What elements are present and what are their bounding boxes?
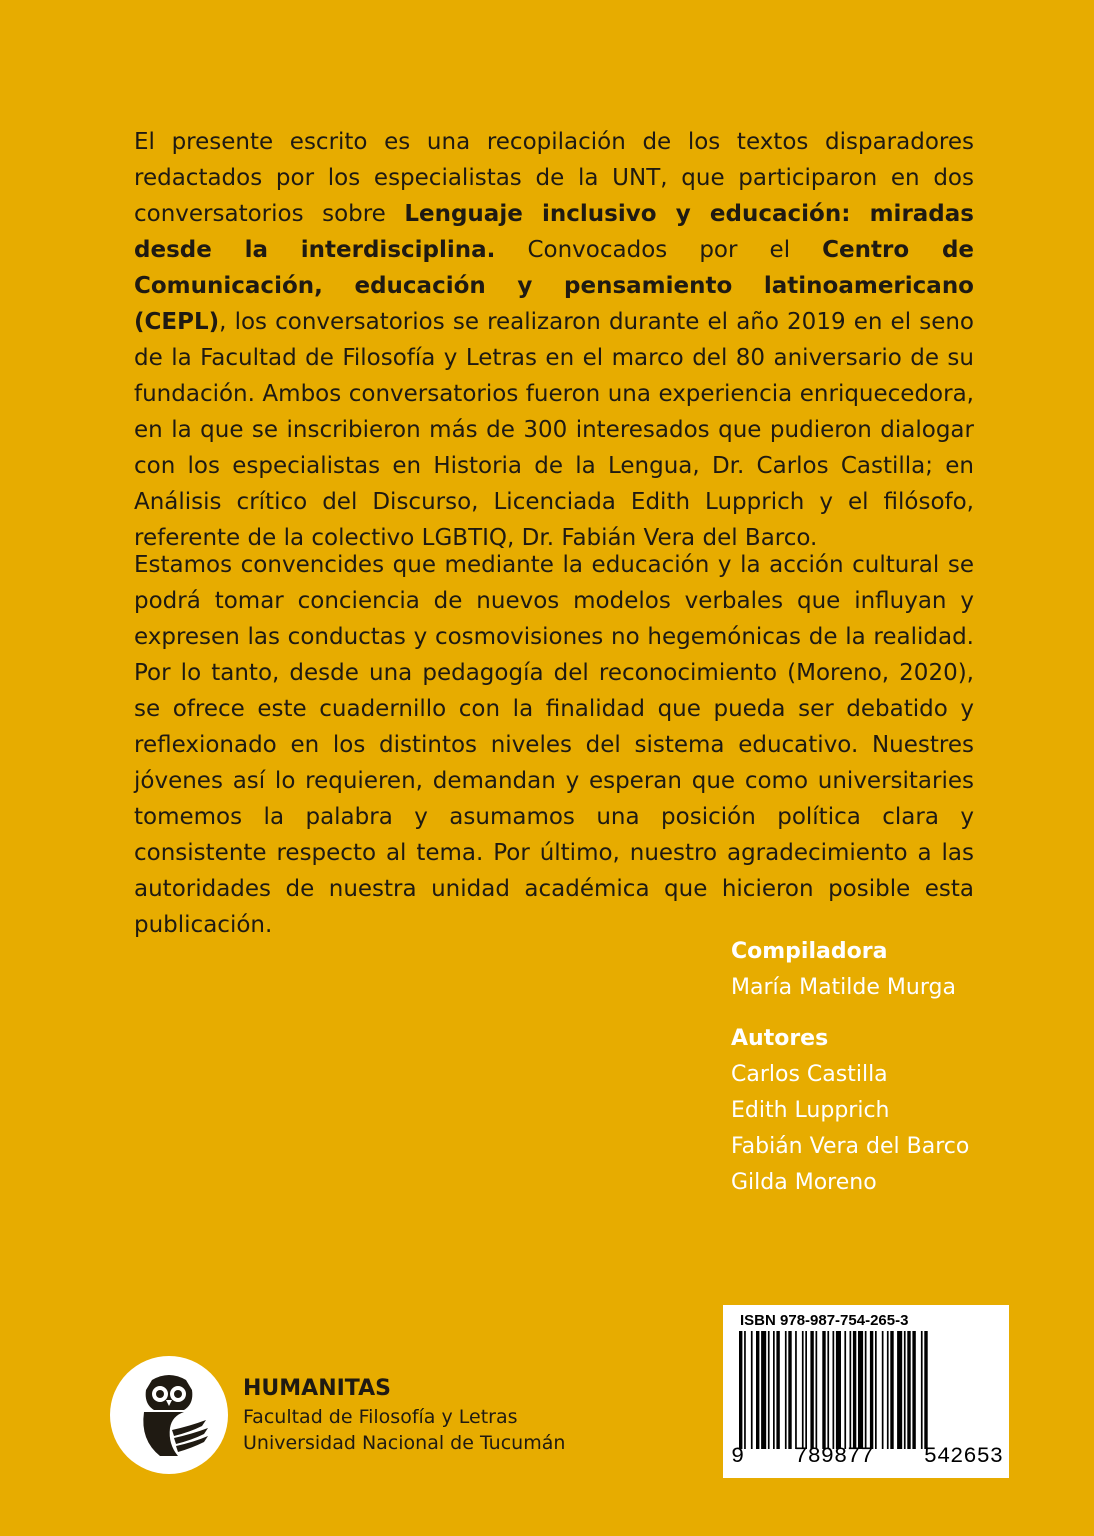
author-name: Edith Lupprich <box>731 1098 890 1123</box>
center-name: Centro de Comunicación, educación y pensamiento latinoamericano (CEPL) <box>134 237 975 335</box>
second-paragraph <box>134 547 974 943</box>
university-name: Universidad Nacional de Tucumán <box>243 1432 566 1454</box>
author-name: Gilda Moreno <box>731 1170 877 1195</box>
second-paragraph-text: Estamos convencides que mediante la educación y la acción cultural se podrá tomar conciencia de nuevos modelos verbales que influyan y expresen las conductas y cosmovisiones no hegemónicas de la realidad. Por lo tanto, desde una pedagogía del reconocimiento (Moreno, 2020), se ofrece este cuadernillo con la finalidad que pueda ser debatido y reflexionado en los distintos niveles del sistema educativo. Nuestres jóvenes así lo requieren, demandan y esperan que como universitaries tomemos la palabra y asumamos una posición política clara y consistente respecto al tema. Por último, nuestro agradecimiento a las autoridades de nuestra unidad académica que hicieron posible esta publicación. <box>134 552 974 938</box>
conversatorio-title: Lenguaje inclusivo y educación: miradas desde la interdisciplina. <box>134 201 974 263</box>
isbn-barcode <box>723 1305 1009 1478</box>
barcode-digits <box>731 1444 1003 1469</box>
barcode-bars-icon <box>739 1331 999 1451</box>
publisher-block <box>243 1374 565 1456</box>
faculty-name: Facultad de Filosofía y Letras <box>243 1406 518 1428</box>
intro-text-3: , los conversatorios se realizaron durante el año 2019 en el seno de la Facultad de Filosofía y Letras en el marco del 80 aniversario de su fundación. Ambos conversatorios fueron una experiencia enriquecedora, en la que se inscribieron más de 300 interesados que pudieron dialogar con los especialistas en Historia de la Lengua, Dr. Carlos Castilla; en Análisis crítico del Discurso, Licenciada Edith Lupprich y el filósofo, referente de la colectivo LGBTIQ, Dr. Fabián Vera del Barco. <box>134 309 974 551</box>
owl-logo-icon <box>110 1356 228 1474</box>
intro-text-2: Convocados por el <box>495 237 823 263</box>
author-name: Carlos Castilla <box>731 1062 888 1087</box>
barcode-digit-group: 9 <box>731 1444 745 1469</box>
authors-role: Autores <box>731 1026 829 1051</box>
publisher-name: HUMANITAS <box>243 1376 391 1401</box>
compiler-role: Compiladora <box>731 939 888 964</box>
intro-text-1: El presente escrito es una recopilación de los textos disparadores redactados por los especialistas de la UNT, que participaron en dos conversatorios sobre <box>134 129 974 227</box>
intro-paragraph <box>134 124 974 556</box>
isbn-number: ISBN 978-987-754-265-3 <box>740 1312 909 1329</box>
author-name: Fabián Vera del Barco <box>731 1134 970 1159</box>
barcode-digit-group: 542653 <box>923 1444 1003 1469</box>
compiler-name: María Matilde Murga <box>731 975 956 1000</box>
barcode-digit-group: 789877 <box>794 1444 874 1469</box>
credits-block <box>731 934 1061 1201</box>
